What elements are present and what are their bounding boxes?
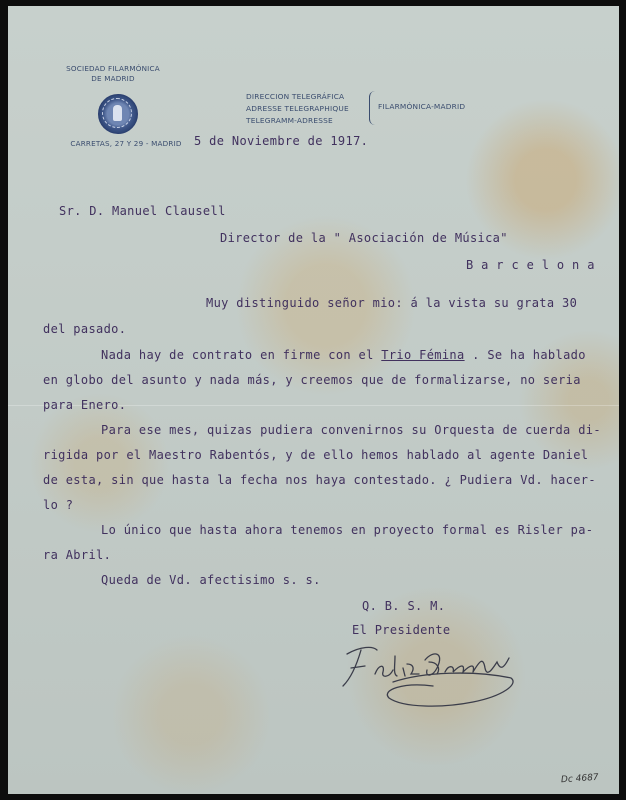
letter-sheet	[8, 6, 619, 794]
paragraph-2-line-2: en globo del asunto y nada más, y creemos que de formalizarse, no seria	[43, 373, 581, 387]
paragraph-3-line-2: rigida por el Maestro Rabentós, y de ello hemos hablado al agente Daniel	[43, 448, 589, 462]
paragraph-2-line-1: Nada hay de contrato en firme con el Trio Fémina . Se ha hablado	[101, 348, 586, 362]
letter-date: 5 de Noviembre de 1917.	[194, 134, 369, 148]
archive-reference: Dc 4687	[560, 772, 599, 786]
signer-title: El Presidente	[352, 623, 451, 637]
recipient-name: Sr. D. Manuel Clausell	[59, 204, 226, 218]
qbsm: Q. B. S. M.	[362, 599, 446, 613]
paragraph-1-line-2: del pasado.	[43, 322, 127, 336]
paragraph-2-line-3: para Enero.	[43, 398, 127, 412]
recipient-title: Director de la " Asociación de Música"	[220, 231, 508, 245]
recipient-city: B a r c e l o n a	[466, 258, 595, 272]
society-name	[48, 64, 178, 84]
telegraph-label-fr: ADRESSE TELEGRAPHIQUE	[246, 104, 349, 113]
society-seal-icon	[98, 94, 138, 134]
paragraph-3-line-1: Para ese mes, quizas pudiera convenirnos su Orquesta de cuerda di-	[101, 423, 601, 437]
trio-femina-underlined: Trio Fémina	[381, 348, 465, 362]
society-name-line2: DE MADRID	[91, 74, 135, 83]
society-address: CARRETAS, 27 Y 29 - MADRID	[70, 139, 182, 148]
paragraph-1-line-1: Muy distinguido señor mio: á la vista su grata 30	[206, 296, 578, 310]
telegraph-label-es: DIRECCION TELEGRÁFICA	[246, 92, 345, 101]
closing-line: Queda de Vd. afectisimo s. s.	[101, 573, 321, 587]
paragraph-3-line-3: de esta, sin que hasta la fecha nos haya contestado. ¿ Pudiera Vd. hacer-	[43, 473, 596, 487]
handwritten-signature	[333, 634, 523, 710]
telegraph-address: FILARMÓNICA-MADRID	[378, 102, 466, 111]
telegraph-labels	[246, 91, 349, 127]
brace-icon	[369, 91, 376, 125]
paragraph-4-line-2: ra Abril.	[43, 548, 112, 562]
telegraph-label-de: TELEGRAMM-ADRESSE	[246, 116, 333, 125]
paragraph-3-line-4: lo ?	[43, 498, 74, 512]
society-name-line1: SOCIEDAD FILARMÓNICA	[66, 64, 160, 73]
paragraph-4-line-1: Lo único que hasta ahora tenemos en proyecto formal es Risler pa-	[101, 523, 594, 537]
